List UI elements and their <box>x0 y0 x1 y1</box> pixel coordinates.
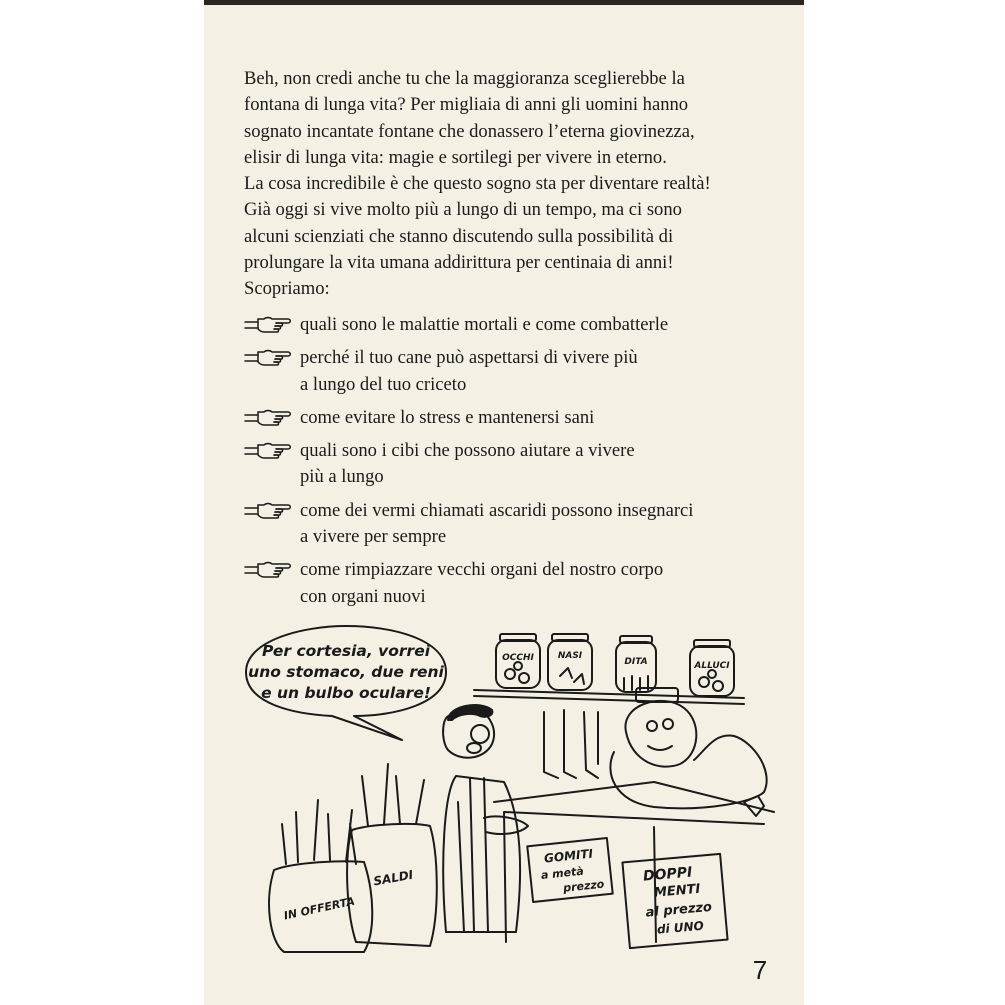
bullet-text-line: come rimpiazzare vecchi organi del nostro corpo <box>300 559 664 581</box>
intro-line: La cosa incredibile è che questo sogno sta per diventare realtà! <box>244 173 711 195</box>
bullet-text-line: a vivere per sempre <box>300 526 447 548</box>
bullet-text-line: perché il tuo cane può aspettarsi di vivere più <box>300 347 638 369</box>
customer-man <box>443 705 528 932</box>
intro-line: sognato incantate fontane che donassero l’eterna giovinezza, <box>244 120 695 142</box>
jar-nasi <box>548 634 592 690</box>
sign-doppi-line-1: DOPPI <box>642 864 693 885</box>
sign-gomiti-line-1: GOMITI <box>543 846 594 866</box>
speech-line-3: e un bulbo oculare! <box>261 684 431 702</box>
pointing-hand-icon <box>244 500 292 522</box>
sign-doppi-line-3: al prezzo <box>645 899 713 921</box>
jar-label-nasi: NASI <box>557 651 583 661</box>
sign-gomiti-line-3: prezzo <box>562 877 605 895</box>
speech-line-1: Per cortesia, vorrei <box>261 642 431 660</box>
pointing-hand-icon <box>244 407 292 429</box>
sack-label-saldi: SALDI <box>372 867 415 889</box>
intro-line: alcuni scienziati che stanno discutendo sulla possibilità di <box>244 225 674 247</box>
bullet-list <box>244 312 794 617</box>
pointing-hand-icon <box>244 347 292 369</box>
intro-line: fontana di lunga vita? Per migliaia di anni gli uomini hanno <box>244 94 689 116</box>
pointing-hand-icon <box>244 559 292 581</box>
jar-label-alluci: ALLUCI <box>694 661 730 671</box>
book-page <box>204 0 804 1005</box>
pointing-hand-icon <box>244 440 292 462</box>
bullet-text-line: quali sono le malattie mortali e come combatterle <box>300 314 669 335</box>
bullet-text-line: quali sono i cibi che possono aiutare a vivere <box>300 440 635 462</box>
intro-line: Già oggi si vive molto più a lungo di un tempo, ma ci sono <box>244 199 682 221</box>
sign-doppi-line-2: MENTI <box>653 881 701 901</box>
bullet-item <box>244 438 794 491</box>
pointing-hand-icon <box>244 314 292 336</box>
jar-label-occhi: OCCHI <box>502 653 534 663</box>
bullet-text-line: come dei vermi chiamati ascaridi possono insegnarci <box>300 499 694 521</box>
bullet-text-line: più a lungo <box>300 466 384 488</box>
bullet-text-line: con organi nuovi <box>300 585 426 607</box>
sack-label-offerta: IN OFFERTA <box>282 894 356 923</box>
bullet-item <box>244 405 794 431</box>
intro-line: elisir di lunga vita: magie e sortilegi per vivere in eterno. <box>244 146 667 168</box>
shopkeeper <box>610 688 766 816</box>
bullet-item <box>244 345 794 398</box>
speech-line-2: uno stomaco, due reni <box>248 663 444 681</box>
jar-label-dita: DITA <box>624 657 648 667</box>
bullet-item <box>244 557 794 610</box>
intro-line: Beh, non credi anche tu che la maggioranza sceglierebbe la <box>244 68 685 89</box>
sign-doppi-line-4: di UNO <box>656 918 705 937</box>
sack-saldi <box>347 764 437 946</box>
bullet-text-line: come evitare lo stress e mantenersi sani <box>300 406 595 428</box>
page-number: 7 <box>752 955 768 985</box>
sack-in-offerta <box>269 800 372 952</box>
sign-gomiti-line-2: a metà <box>540 864 585 883</box>
intro-line: prolungare la vita umana addirittura per centinaia di anni! <box>244 252 674 274</box>
bullet-item <box>244 498 794 551</box>
bullet-text-line: a lungo del tuo criceto <box>300 373 467 395</box>
shop-cartoon-illustration <box>234 612 794 957</box>
bullet-item <box>244 312 794 338</box>
page-top-edge <box>204 0 804 5</box>
hanging-arms <box>544 710 598 778</box>
intro-paragraph <box>244 66 784 303</box>
intro-line: Scopriamo: <box>244 278 330 300</box>
